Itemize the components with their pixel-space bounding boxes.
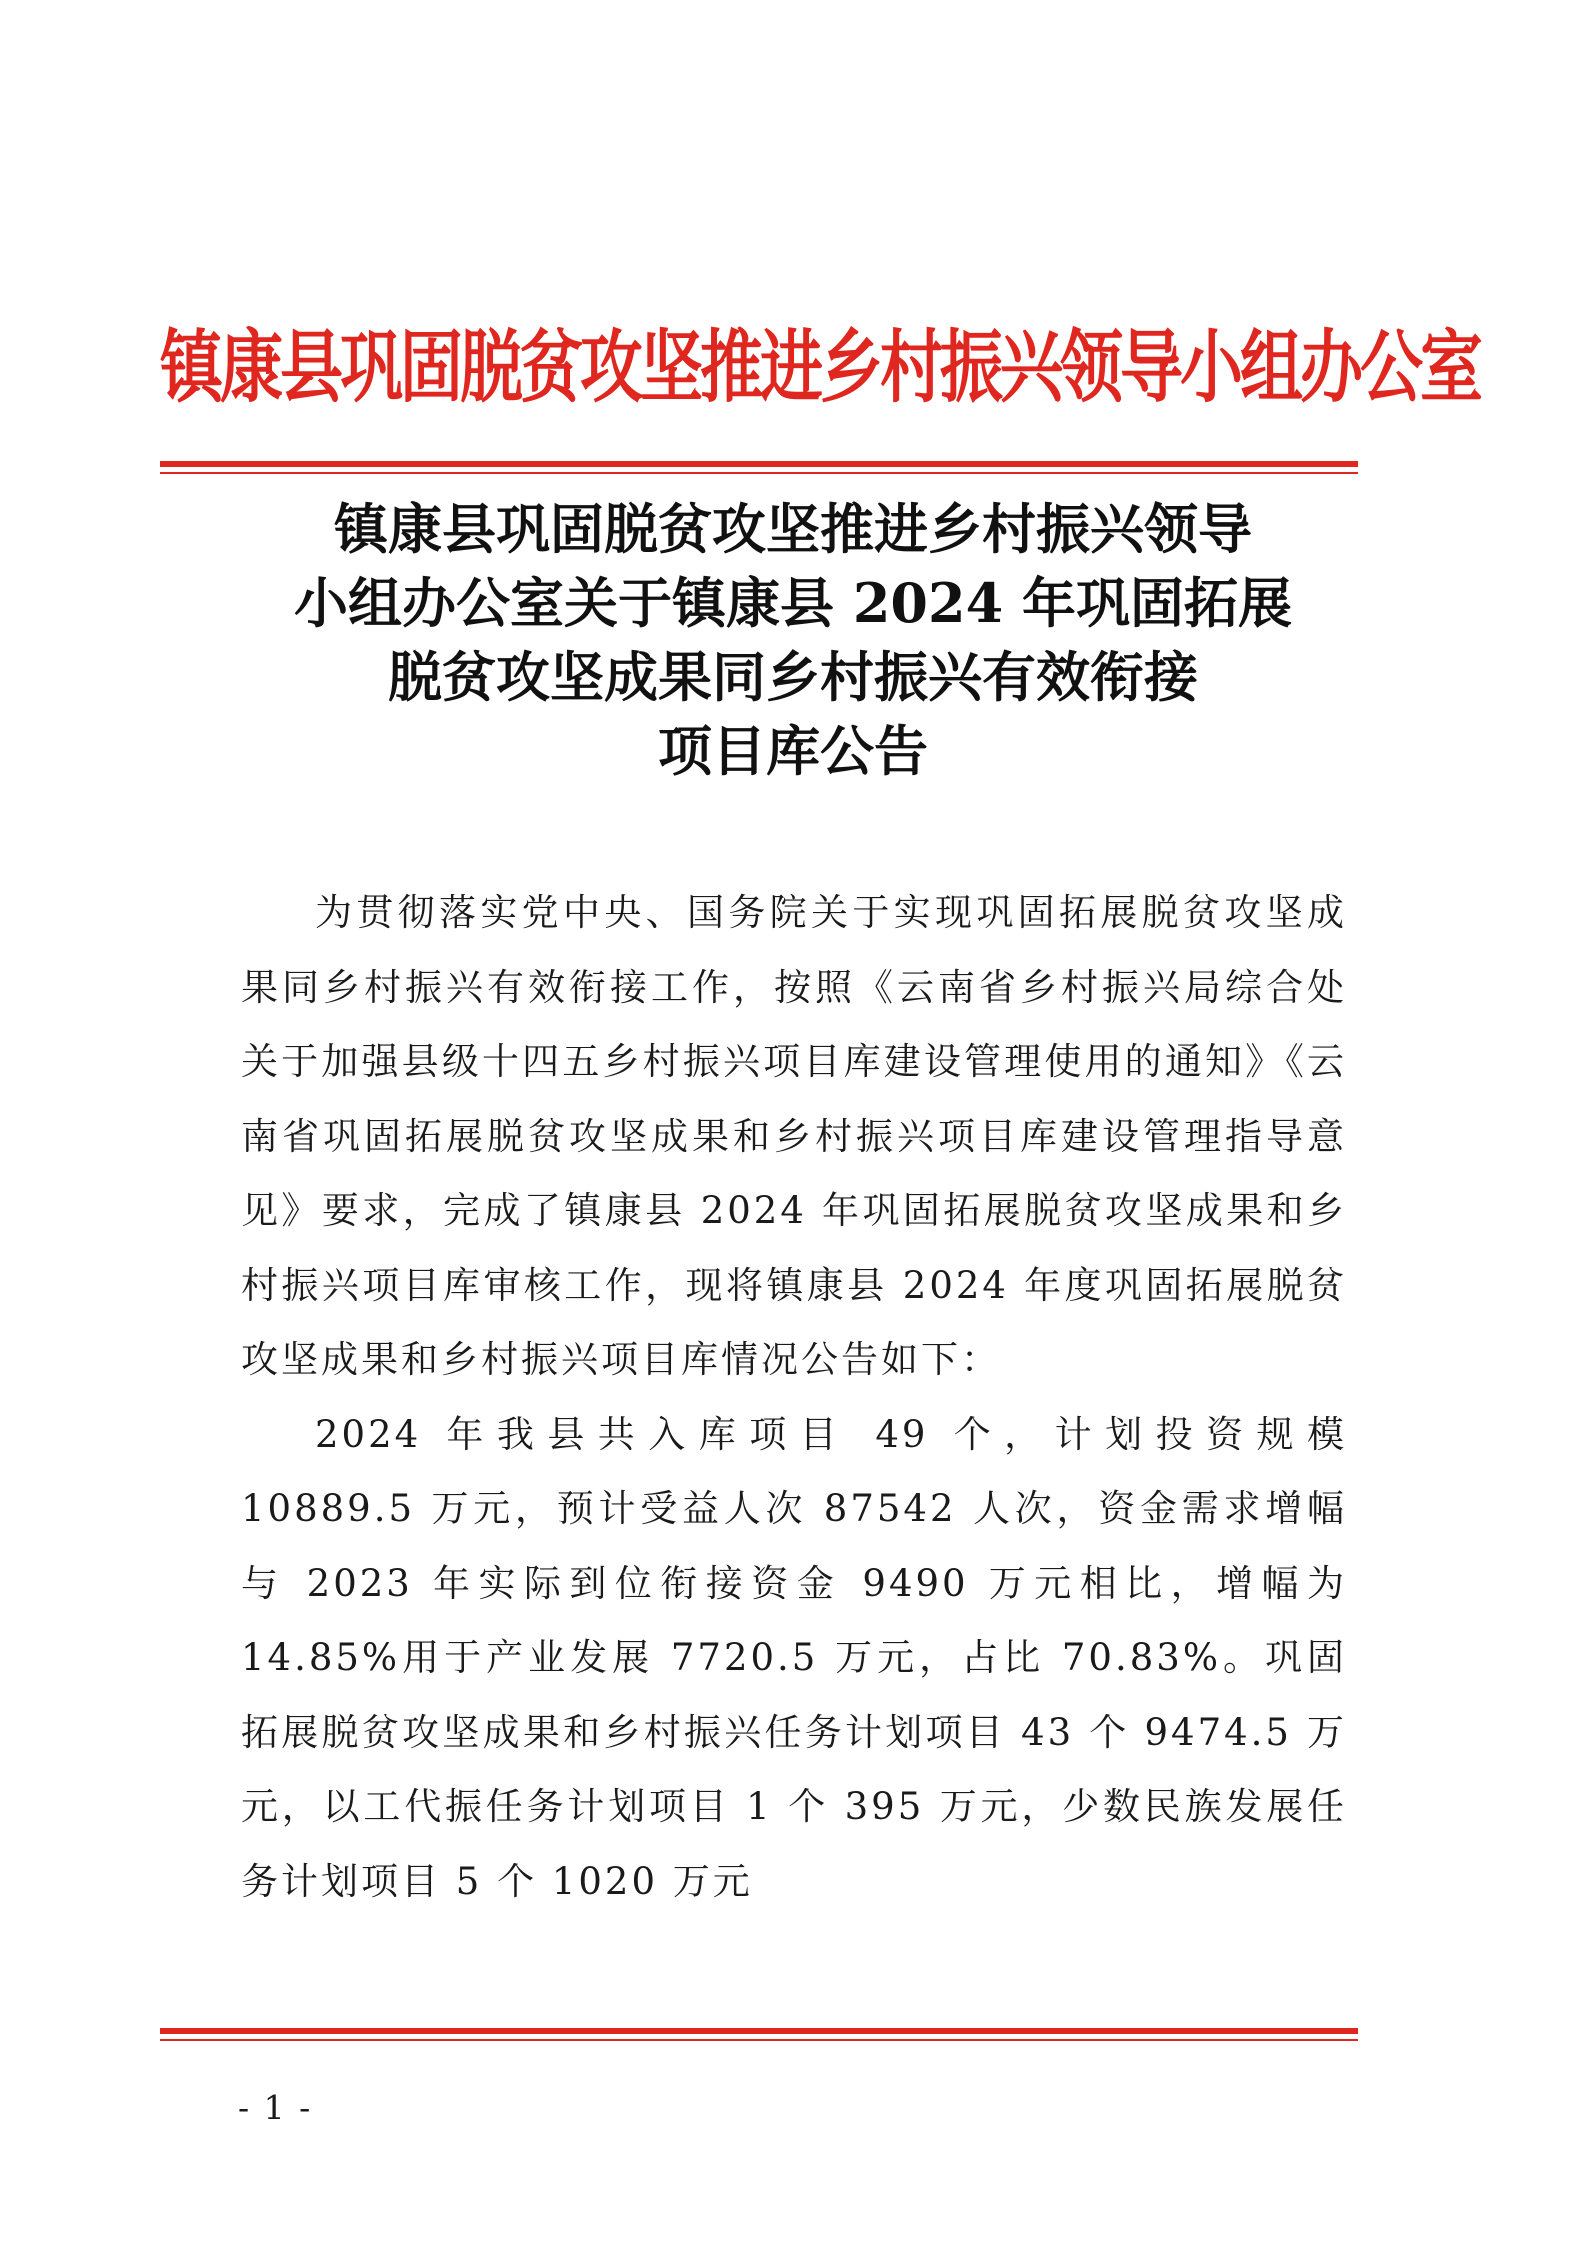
title-line: 脱贫攻坚成果同乡村振兴有效衔接 (388, 645, 1198, 709)
page-number: - 1 - (238, 2088, 313, 2127)
body-paragraph: 2024 年我县共入库项目 49 个，计划投资规模 10889.5 万元，预计受益人次 87542 人次，资金需求增幅与 2023 年实际到位衔接资金 9490 万元相比，增幅为 14.85%用于产业发展 7720.5 万元，占比 70.83%。巩固拓展脱贫攻坚成果和乡村振兴任务计划项目 43 个 9474.5 万元，以工代振任务计划项目 1 个 395 万元，少数民族发展任务计划项目 5 个 1020 万元 (241, 1412, 1347, 1903)
document-body (241, 876, 1347, 1919)
title-line: 项目库公告 (658, 719, 928, 783)
letterhead-org-name: 镇康县巩固脱贫攻坚推进乡村振兴领导小组办公室 (160, 321, 1480, 413)
body-paragraph: 为贯彻落实党中央、国务院关于实现巩固拓展脱贫攻坚成果同乡村振兴有效衔接工作，按照《云南省乡村振兴局综合处关于加强县级十四五乡村振兴项目库建设管理使用的通知》《云南省巩固拓展脱贫攻坚成果和乡村振兴项目库建设管理指导意见》要求，完成了镇康县 2024 年巩固拓展脱贫攻坚成果和乡村振兴项目库审核工作，现将镇康县 2024 年度巩固拓展脱贫攻坚成果和乡村振兴项目库情况公告如下： (241, 891, 1347, 1381)
red-rule-thin (160, 2039, 1358, 2041)
letterhead-red-rule (160, 461, 1358, 474)
red-rule-thick (160, 461, 1358, 467)
title-line: 小组办公室关于镇康县 2024 年巩固拓展 (294, 571, 1292, 635)
red-rule-thin (160, 472, 1358, 474)
document-title (180, 492, 1406, 788)
red-rule-thick (160, 2028, 1358, 2034)
footer-red-rule (160, 2028, 1358, 2041)
title-line: 镇康县巩固脱贫攻坚推进乡村振兴领导 (334, 497, 1252, 561)
